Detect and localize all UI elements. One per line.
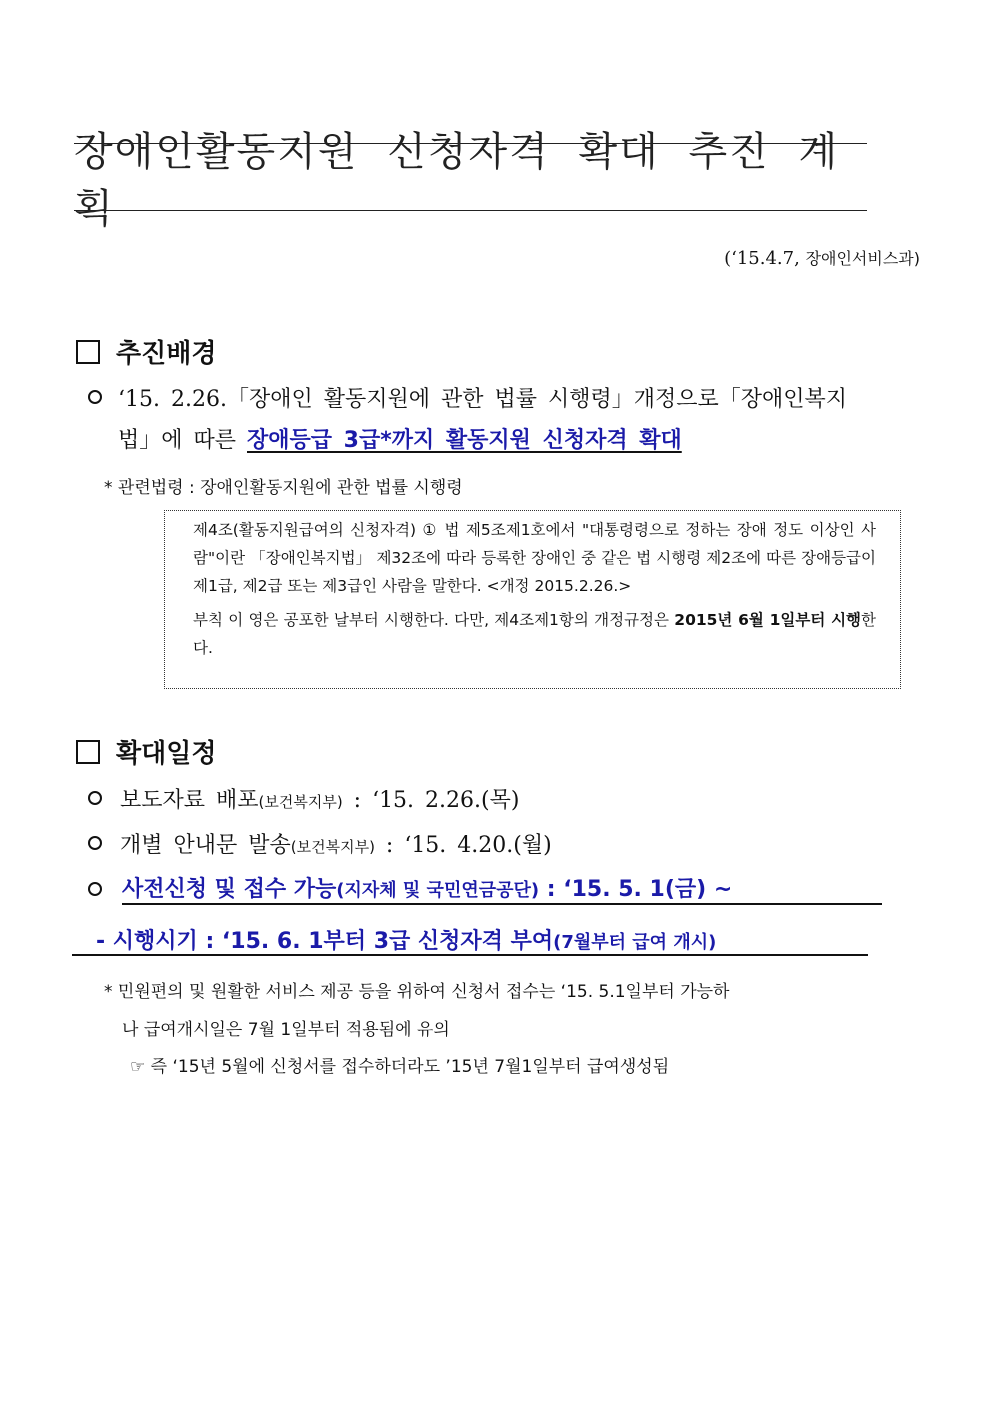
schedule-item-preapply	[122, 872, 732, 903]
law-excerpt-box	[164, 510, 901, 689]
bullet1-text-cont: 법」에 따른	[118, 428, 247, 453]
section-heading-background	[76, 333, 216, 370]
background-bullet-line2	[118, 423, 682, 454]
schedule-note-line1: * 민원편의 및 원활한 서비스 제공 등을 위하여 신청서 접수는 ‘15. 5.1일부터 가능하	[104, 982, 730, 1002]
item4-a: - 시행시기 : ‘15. 6. 1부터 3급 신청자격 부여	[96, 929, 554, 954]
item3-underline	[122, 903, 882, 905]
law-paragraph-2	[193, 606, 876, 662]
dateline-date: (‘15.4.7,	[724, 248, 800, 269]
item2-date: : ‘15. 4.20.(월)	[374, 833, 552, 858]
item1-org: (보건복지부)	[258, 793, 343, 811]
title-box	[74, 129, 867, 232]
section-heading-text: 확대일정	[116, 739, 217, 769]
item3-b: (지자체 및 국민연금공단)	[336, 880, 540, 901]
background-bullet-line1	[118, 382, 847, 413]
circle-bullet-icon	[88, 836, 102, 850]
item2-org: (보건복지부)	[290, 838, 375, 856]
item3-c: : ‘15. 5. 1(금) ~	[539, 877, 733, 902]
dateline	[724, 246, 920, 269]
law-paragraph-1: 제4조(활동지원급여의 신청자격) ① 법 제5조제1호에서 "대통령령으로 정하는 장애 정도 이상인 사람"이란 「장애인복지법」 제32조에 따라 등록한 장애인 중 같은 법 시행령 제2조에 따른 장애등급이 제1급, 제2급 또는 제3급인 사람을 말한다. <개정 2015.2.26.>	[193, 521, 876, 595]
schedule-item-effective	[96, 924, 716, 955]
dateline-dept: 장애인서비스과)	[805, 249, 920, 268]
item4-b: (7월부터 급여 개시)	[553, 932, 717, 953]
item3-a: 사전신청 및 접수 가능	[122, 877, 337, 902]
schedule-note-line2: 나 급여개시일은 7월 1일부터 적용됨에 유의	[122, 1020, 450, 1040]
related-law-note: * 관련법령 : 장애인활동지원에 관한 법률 시행령	[104, 478, 463, 498]
bullet1-text: ‘15. 2.26.「장애인 활동지원에 관한 법률 시행령」개정으로「장애인복지	[118, 387, 847, 412]
circle-bullet-icon	[88, 882, 102, 896]
checkbox-square-icon	[76, 740, 100, 764]
item2-label: 개별 안내문 발송	[120, 833, 291, 858]
schedule-item-notice	[120, 828, 552, 859]
bullet1-highlight: 장애등급 3급*까지 활동지원 신청자격 확대	[247, 428, 682, 453]
circle-bullet-icon	[88, 791, 102, 805]
schedule-item-press	[120, 783, 519, 814]
law-para2-bold: 2015년 6월 1일부터 시행	[674, 611, 862, 629]
section-heading-text: 추진배경	[116, 339, 217, 369]
law-para2-pre: 부칙 이 영은 공포한 날부터 시행한다. 다만, 제4조제1항의 개정규정은	[193, 611, 669, 629]
law-para2-post: 한다.	[193, 611, 876, 657]
schedule-note-line3: ☞ 즉 ‘15년 5월에 신청서를 접수하더라도 ’15년 7월1일부터 급여생성됨	[130, 1057, 670, 1077]
checkbox-square-icon	[76, 340, 100, 364]
item1-label: 보도자료 배포	[120, 788, 259, 813]
item1-date: : ‘15. 2.26.(목)	[342, 788, 520, 813]
circle-bullet-icon	[88, 390, 102, 404]
item4-underline	[72, 954, 868, 956]
section-heading-schedule	[76, 733, 216, 770]
page-title: 장애인활동지원 신청자격 확대 추진 계획	[74, 129, 840, 232]
